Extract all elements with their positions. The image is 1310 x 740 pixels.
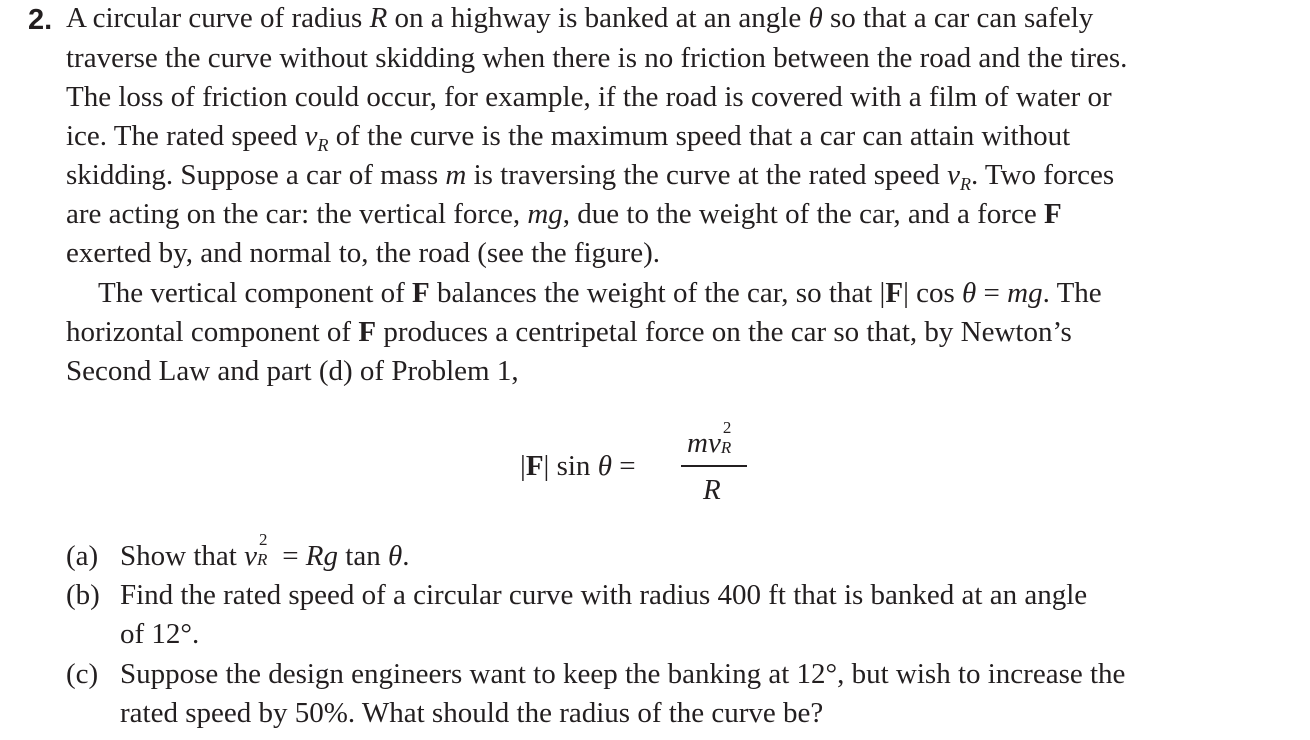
part-b-text-line-2: of 12°. bbox=[120, 618, 200, 650]
part-c-text-line-1: Suppose the design engineers want to keep the banking at 12°, but wish to increase the bbox=[120, 658, 1126, 690]
fraction-bar bbox=[681, 465, 747, 467]
problem-text-line-10: Second Law and part (d) of Problem 1, bbox=[66, 355, 519, 387]
problem-text-line-4: ice. The rated speed $v_R$ of the curve is the maximum speed that a car can attain without bbox=[66, 120, 1071, 155]
part-a-text: Show that v 2 R = Rg tan θ. bbox=[120, 530, 410, 572]
problem-text-line-5: skidding. Suppose a car of mass m is traversing the curve at the rated speed $v_R$. Two forces bbox=[66, 159, 1115, 194]
problem-text-line-1: A circular curve of radius R on a highway is banked at an angle θ so that a car can safely bbox=[66, 2, 1094, 34]
part-b-label: (b) bbox=[66, 579, 100, 611]
equation-lhs: |F| sin θ = bbox=[520, 450, 636, 482]
problem-text-line-6: are acting on the car: the vertical force, mg, due to the weight of the car, and a force F bbox=[66, 198, 1062, 230]
problem-text-line-8: The vertical component of F balances the weight of the car, so that |F| cos θ = mg. The bbox=[98, 277, 1102, 309]
problem-text-line-3: The loss of friction could occur, for example, if the road is covered with a film of water or bbox=[66, 81, 1112, 113]
equation-denominator: R bbox=[703, 474, 721, 506]
part-c-text-line-2: rated speed by 50%. What should the radius of the curve be? bbox=[120, 697, 824, 729]
equation-numerator: mv 2 R bbox=[687, 418, 732, 459]
part-c-label: (c) bbox=[66, 658, 99, 690]
part-b-text-line-1: Find the rated speed of a circular curve with radius 400 ft that is banked at an angle bbox=[120, 579, 1088, 611]
problem-text-line-9: horizontal component of F produces a centripetal force on the car so that, by Newton’s bbox=[66, 316, 1072, 348]
problem-text-line-7: exerted by, and normal to, the road (see the figure). bbox=[66, 237, 660, 269]
problem-text-line-2: traverse the curve without skidding when there is no friction between the road and the tires. bbox=[66, 42, 1128, 74]
part-a-label: (a) bbox=[66, 540, 99, 572]
problem-number: 2. bbox=[28, 4, 53, 36]
